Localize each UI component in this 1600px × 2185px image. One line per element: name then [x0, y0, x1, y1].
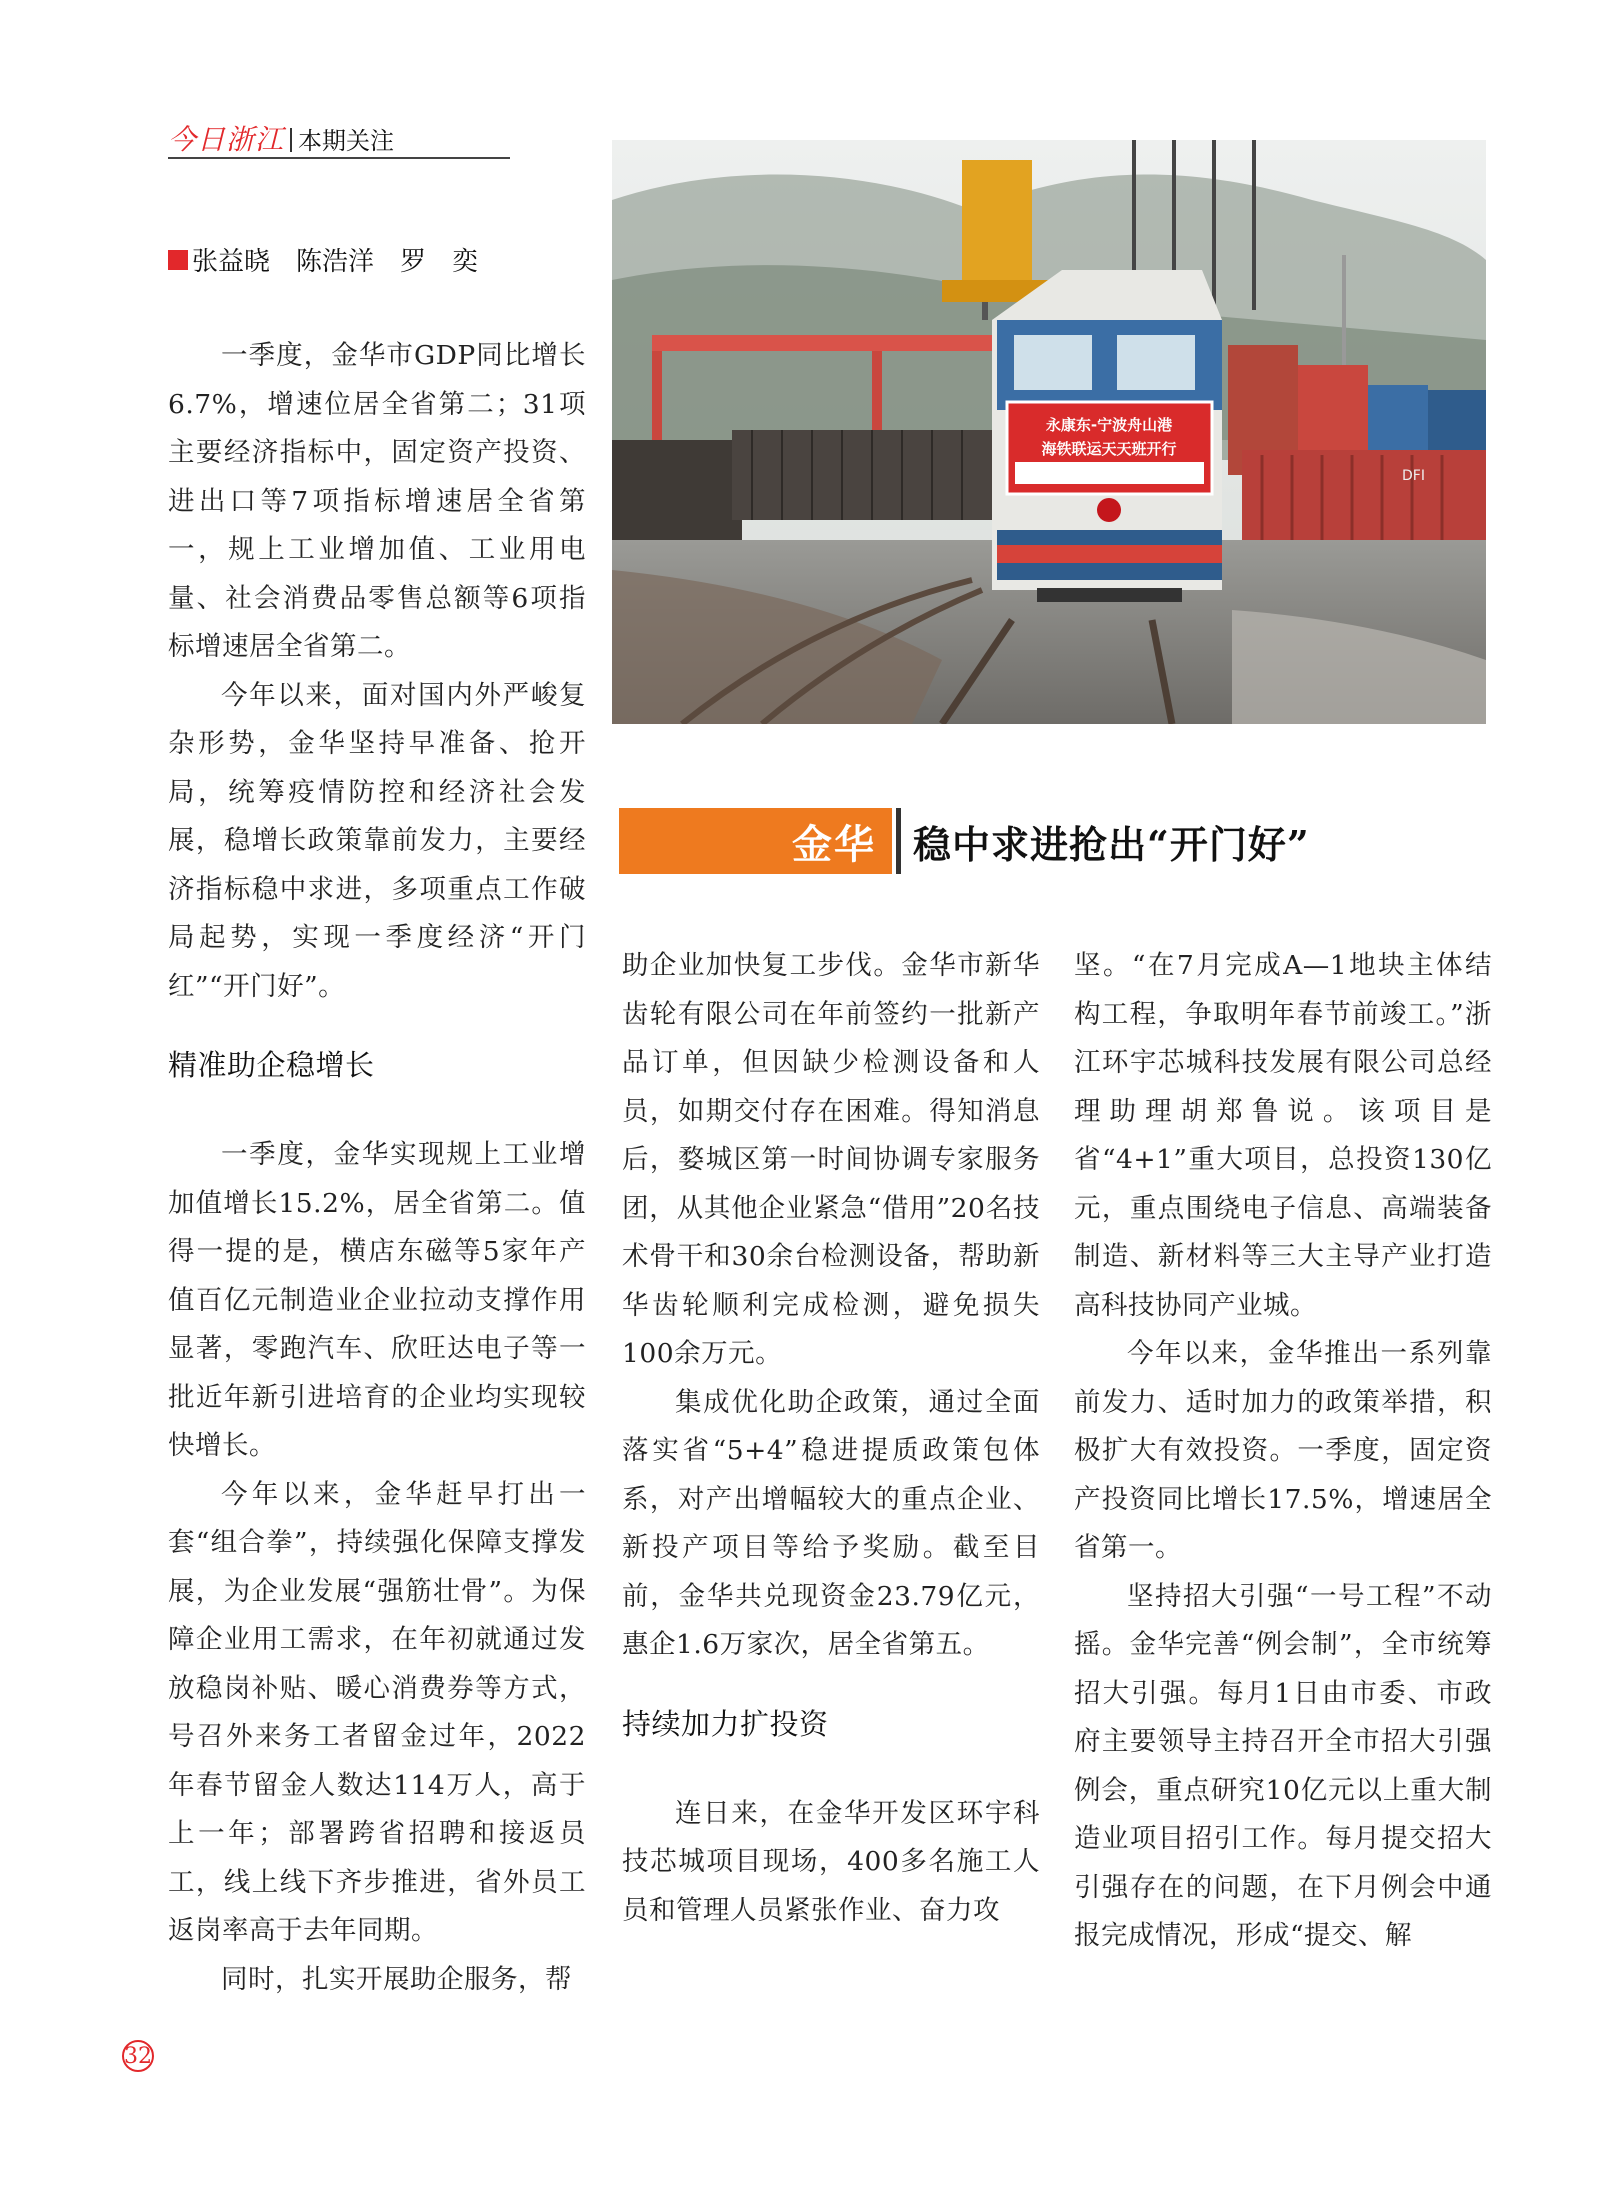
section-label: 本期关注 [298, 127, 395, 155]
paragraph: 今年以来，金华推出一系列靠前发力、适时加力的政策举措，积极扩大有效投资。一季度，固定资产投资同比增长17.5%，增速居全省第一。 [1074, 1338, 1492, 1563]
banner-line1-text: 永康东-宁波舟山港 [1045, 416, 1173, 434]
paragraph: 助企业加快复工步伐。金华市新华齿轮有限公司在年前签约一批新产品订单，但因缺少检测设备和人员，如期交付存在困难。得知消息后，婺城区第一时间协调专家服务团，从其他企业紧急“借用”20名技术骨干和30余台检测设备，帮助新华齿轮顺利完成检测，避免损失100余万元。 [622, 950, 1040, 1369]
masthead-rule [168, 157, 510, 159]
magazine-logo: 今日浙江 [168, 123, 285, 156]
article-column-2 [622, 942, 1040, 1935]
article-column-3 [1074, 942, 1492, 1961]
paragraph: 一季度，金华实现规上工业增加值增长15.2%，居全省第二。值得一提的是，横店东磁等5家年产值百亿元制造业企业拉动支撑作用显著，零跑汽车、欣旺达电子等一批近年新引进培育的企业均实现较快增长。 [168, 1139, 586, 1461]
paragraph: 今年以来，金华赶早打出一套“组合拳”，持续强化保障支撑发展，为企业发展“强筋壮骨”。为保障企业用工需求，在年初就通过发放稳岗补贴、暖心消费券等方式，号召外来务工者留金过年，2022年春节留金人数达114万人，高于上一年；部署跨省招聘和接返员工，线上线下齐步推进，省外员工返岗率高于去年同期。 [168, 1478, 586, 1946]
masthead [168, 122, 394, 156]
article-headline [619, 808, 1310, 874]
paragraph: 今年以来，面对国内外严峻复杂形势，金华坚持早准备、抢开局，统筹疫情防控和经济社会发展，稳增长政策靠前发力，主要经济指标稳中求进，多项重点工作破局起势，实现一季度经济“开门红”“开门好”。 [168, 679, 586, 1002]
paragraph: 集成优化助企政策，通过全面落实省“5+4”稳进提质政策包体系，对产出增幅较大的重点企业、新投产项目等给予奖励。截至目前，金华共兑现资金23.79亿元，惠企1.6万家次，居全省第五。 [622, 1386, 1040, 1660]
headline-title: 稳中求进抢出“开门好” [913, 821, 1310, 867]
headline-divider [896, 808, 901, 874]
paragraph: 连日来，在金华开发区环宇科技芯城项目现场，400多名施工人员和管理人员紧张作业、奋力攻 [622, 1797, 1040, 1926]
paragraph: 一季度，金华市GDP同比增长6.7%，增速位居全省第二；31项主要经济指标中，固定资产投资、进出口等7项指标增速居全省第一，规上工业增加值、工业用电量、社会消费品零售总额等6项指标增速居全省第二。 [168, 340, 586, 662]
masthead-divider [290, 128, 292, 152]
article-photo [612, 140, 1486, 724]
page-number: 32 [122, 2040, 154, 2072]
subheading: 精准助企稳增长 [168, 1048, 375, 1082]
headline-city-tag: 金华 [619, 808, 892, 874]
subheading: 持续加力扩投资 [622, 1706, 829, 1741]
byline [168, 241, 478, 278]
article-column-1 [168, 332, 586, 2004]
paragraph: 同时，扎实开展助企服务，帮 [221, 1963, 572, 1995]
paragraph: 坚持招大引强“一号工程”不动摇。金华完善“例会制”，全市统筹招大引强。每月1日由市委、市政府主要领导主持召开全市招大引强例会，重点研究10亿元以上重大制造业项目招引工作。每月提交招大引强存在的问题，在下月例会中通报完成情况，形成“提交、解 [1074, 1580, 1492, 1951]
container-code-text: DFI [1402, 468, 1425, 484]
byline-marker-icon [168, 250, 188, 270]
paragraph: 坚。“在7月完成A—1地块主体结构工程，争取明年春节前竣工。”浙江环宇芯城科技发展有限公司总经理助理胡郑鲁说。该项目是省“4+1”重大项目，总投资130亿元，重点围绕电子信息、高端装备制造、新材料等三大主导产业打造高科技协同产业城。 [1074, 950, 1492, 1321]
train-photo-illustration [612, 140, 1486, 724]
byline-authors: 张益晓 陈浩洋 罗 奕 [192, 247, 479, 277]
banner-line2-text: 海铁联运天天班开行 [1041, 440, 1177, 458]
